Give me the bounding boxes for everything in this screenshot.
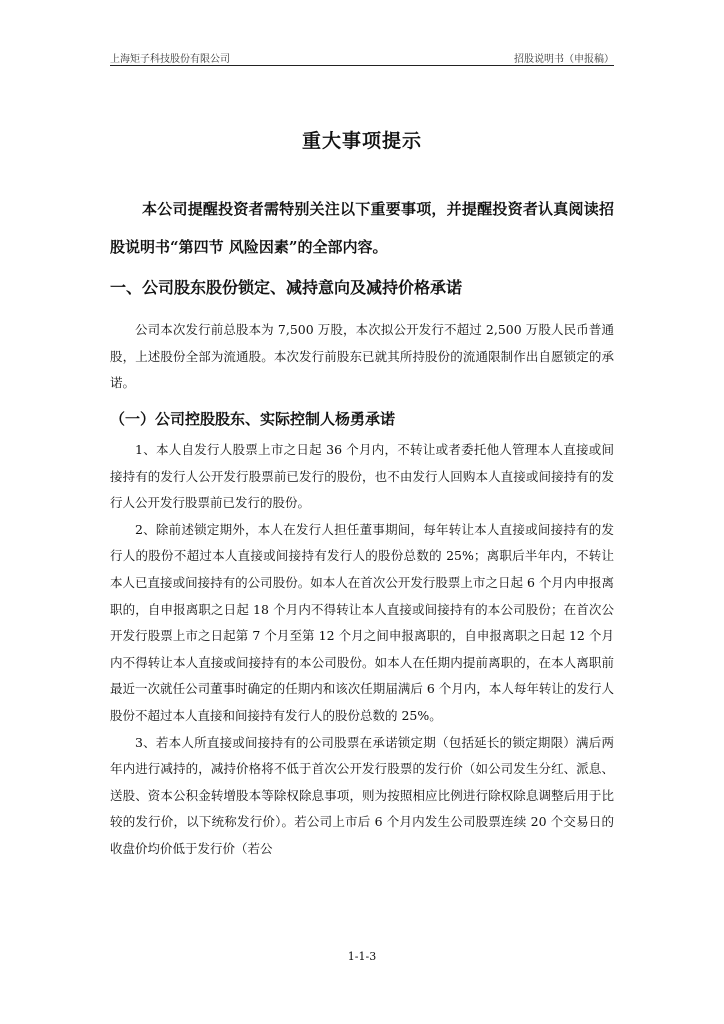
page-header bbox=[110, 50, 614, 65]
subsection-heading: （一）公司控股股东、实际控制人杨勇承诺 bbox=[110, 410, 396, 428]
header-company-name: 上海矩子科技股份有限公司 bbox=[110, 54, 230, 65]
commitment-paragraph-3: 3、若本人所直接或间接持有的公司股票在承诺锁定期（包括延长的锁定期限）满后两年内进行减持的，减持价格将不低于首次公开发行股票的发行价（如公司发生分红、派息、送股、资本公积金转增股本等除权除息事项，则为按照相应比例进行除权除息调整后用于比较的发行价，以下统称发行价）。若公司上市后 6 个月内发生公司股票连续 20 个交易日的收盘价均价低于发行价（若公 bbox=[110, 734, 614, 856]
section-heading: 一、公司股东股份锁定、减持意向及减持价格承诺 bbox=[110, 278, 463, 297]
header-document-type: 招股说明书（申报稿） bbox=[514, 54, 614, 65]
section-body bbox=[110, 317, 614, 397]
commitment-paragraph-2: 2、除前述锁定期外，本人在发行人担任董事期间，每年转让本人直接或间接持有的发行人的股份不超过本人直接或间接持有发行人的股份总数的 25%；离职后半年内，不转让本人已直接或间接持有的公司股份。如本人在首次公开发行股票上市之日起 6 个月内申报离职的，自申报离职之日起 18 个月内不得转让本人直接或间接持有的本公司股份；在首次公开发行股票上市之日起第 7 个月至第 12 个月之间申报离职的，自申报离职之日起 12 个月内不得转让本人直接或间接持有的本公司股份。如本人在任期内提前离职的，在本人离职前最近一次就任公司董事时确定的任期内和该次任期届满后 6 个月内，本人每年转让的发行人股份不超过本人直接和间接持有发行人的股份总数的 25%。 bbox=[110, 521, 614, 723]
intro-paragraph: 本公司提醒投资者需特别关注以下重要事项，并提醒投资者认真阅读招股说明书“第四节 风险因素”的全部内容。 bbox=[110, 200, 614, 256]
subsection-body bbox=[110, 437, 614, 863]
page-number: 1-1-3 bbox=[347, 950, 377, 963]
section-paragraph: 公司本次发行前总股本为 7,500 万股，本次拟公开发行不超过 2,500 万股人民币普通股，上述股份全部为流通股。本次发行前股东已就其所持股份的流通限制作出自愿锁定的承诺。 bbox=[110, 322, 614, 391]
commitment-paragraph-1: 1、本人自发行人股票上市之日起 36 个月内，不转让或者委托他人管理本人直接或间接持有的发行人公开发行股票前已发行的股份，也不由发行人回购本人直接或间接持有的发行人公开发行股票前已发行的股份。 bbox=[110, 442, 614, 511]
page-title: 重大事项提示 bbox=[301, 130, 422, 152]
header-divider bbox=[110, 65, 614, 66]
